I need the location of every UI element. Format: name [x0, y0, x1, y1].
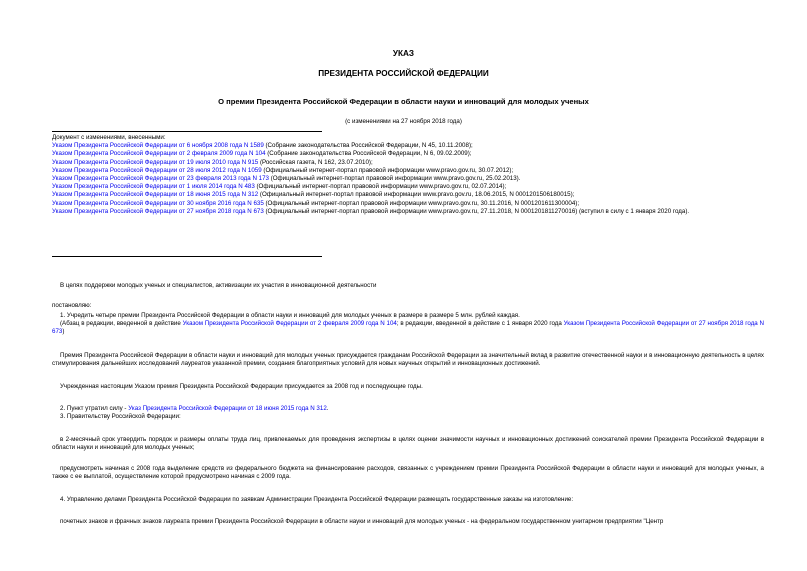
document-type-title: УКАЗ [392, 49, 415, 58]
changes-bottom-divider [52, 256, 322, 257]
change-link[interactable]: Указом Президента Российской Федерации от 23 февраля 2013 года N 173 [52, 175, 269, 183]
change-item: Указом Президента Российской Федерации от 23 февраля 2013 года N 173 (Официальный интернет-портал правовой информации www.pravo.gov.ru, 25.02.2013). [52, 175, 521, 183]
document-subject-title: О премии Президента Российской Федерации в области науки и инноваций для молодых ученых [218, 97, 589, 106]
change-item: Указом Президента Российской Федерации от 27 ноября 2018 года N 673 (Официальный интернет-портал правовой информации www.pravo.gov.ru, 27.11.2018, N 0001201811270016) (вступил в силу с 1 января 2020 года). [52, 207, 690, 215]
prize-period-paragraph: Учрежденная настоящим Указом премия Президента Российской Федерации присуждается за 2008 год и последующие годы. [60, 383, 423, 390]
changes-top-divider [52, 131, 322, 132]
change-link[interactable]: Указом Президента Российской Федерации от 19 июля 2010 года N 915 [52, 158, 259, 166]
change-item: Указом Президента Российской Федерации от 18 июня 2015 года N 312 (Официальный интернет-портал правовой информации www.pravo.gov.ru, 18.06.2015, N 0001201506180015); [52, 191, 575, 199]
change-link[interactable]: Указом Президента Российской Федерации от 2 февраля 2009 года N 104 [52, 150, 266, 158]
clause-3-item-1: в 2-месячный срок утвердить порядок и размеры оплаты труда лиц, привлекаемых для проведения экспертизы в целях оценки значимости научных и инновационных достижений соискателей премии Президента Российской Федерации в области науки и инноваций для молодых ученых; [52, 436, 764, 452]
changes-intro: Документ с изменениями, внесенными: [52, 134, 166, 141]
change-item: Указом Президента Российской Федерации от 6 ноября 2008 года N 1589 (Собрание законодательства Российской Федерации, N 45, 10.11.2008); [52, 142, 473, 150]
prize-description-paragraph: Премия Президента Российской Федерации в области науки и инноваций для молодых ученых присуждается гражданам Российской Федерации за значительный вклад в развитие отечественной науки и в инновационную деятельность в целях стимулирования дальнейших исследований лауреатов указанной премии, создания благоприятных условий для новых научных открытий и инновационных достижений. [52, 352, 764, 368]
change-link[interactable]: Указом Президента Российской Федерации от 6 ноября 2008 года N 1589 [52, 142, 264, 150]
edit-note-link-1[interactable]: Указом Президента Российской Федерации от 2 февраля 2009 года N 104 [182, 320, 397, 328]
preamble-paragraph: В целях поддержки молодых ученых и специалистов, активизации их участия в инновационной деятельности [60, 282, 377, 289]
clause-2: 2. Пункт утратил силу - Указ Президента Российской Федерации от 18 июня 2015 года N 312. 3. Правительству Российской Федерации: [52, 405, 764, 421]
repeal-link[interactable]: Указ Президента Российской Федерации от 18 июня 2015 года N 312 [128, 405, 327, 412]
changes-list [52, 134, 764, 216]
clause-3: 3. Правительству Российской Федерации: [60, 413, 181, 421]
clause-3-item-2: предусмотреть начиная с 2008 года выделение средств из федерального бюджета на финансирование расходов, связанных с учреждением премии Президента Российской Федерации в области науки и инноваций для молодых ученых, а также с ее выплатой, осуществление которой предусмотрено начиная с 2009 года. [52, 465, 764, 481]
clause-4: 4. Управлению делами Президента Российской Федерации по заявкам Администрации Президента Российской Федерации размещать государственные заказы на изготовление: [60, 496, 574, 503]
issuer-title: ПРЕЗИДЕНТА РОССИЙСКОЙ ФЕДЕРАЦИИ [318, 69, 489, 78]
change-link[interactable]: Указом Президента Российской Федерации от 18 июня 2015 года N 312 [52, 191, 259, 199]
revision-note: (с изменениями на 27 ноября 2018 года) [345, 118, 462, 125]
change-link[interactable]: Указом Президента Российской Федерации от 27 ноября 2018 года N 673 [52, 207, 264, 215]
change-link[interactable]: Указом Президента Российской Федерации от 1 июля 2014 года N 483 [52, 183, 255, 191]
decree-phrase: постановляю: [52, 302, 92, 309]
clause-4-item-1: почетных знаков и фрачных знаков лауреата премии Президента Российской Федерации в области науки и инноваций для молодых ученых - на федеральном государственном унитарном предприятии "Центр [60, 518, 664, 525]
change-item: Указом Президента Российской Федерации от 28 июля 2012 года N 1059 (Официальный интернет-портал правовой информации www.pravo.gov.ru, 30.07.2012); [52, 166, 514, 174]
clause-1: 1. Учредить четыре премии Президента Российской Федерации в области науки и инноваций для молодых ученых в размере в размере 5 млн. рублей каждая. (Абзац в редакции, введенной в действие Указом Президента Российской Федерации от 2 февраля 2009 года N 104; в редакции, введенной в действие с 1 января 2020 года Указом Президента Российской Федерации от 27 ноября 2018 года N 673) [52, 312, 764, 336]
change-item: Указом Президента Российской Федерации от 19 июля 2010 года N 915 (Российская газета, N 162, 23.07.2010); [52, 158, 373, 166]
change-link[interactable]: Указом Президента Российской Федерации от 30 ноября 2016 года N 635 [52, 199, 264, 207]
change-item: Указом Президента Российской Федерации от 2 февраля 2009 года N 104 (Собрание законодательства Российской Федерации, N 6, 09.02.2009); [52, 150, 472, 158]
change-item: Указом Президента Российской Федерации от 1 июля 2014 года N 483 (Официальный интернет-портал правовой информации www.pravo.gov.ru, 02.07.2014); [52, 183, 507, 191]
change-item: Указом Президента Российской Федерации от 30 ноября 2016 года N 635 (Официальный интернет-портал правовой информации www.pravo.gov.ru, 30.11.2016, N 0001201611300004); [52, 199, 580, 207]
clause-1-edit-note: (Абзац в редакции, введенной в действие Указом Президента Российской Федерации от 2 февраля 2009 года N 104; в редакции, введенной в действие с 1 января 2020 года Указом Президента Российской Федерации от 27 ноября 2018 года N 673) [52, 320, 764, 336]
edit-note-link-2[interactable]: Указом Президента Российской Федерации от 27 ноября 2018 года N 673 [52, 320, 764, 336]
change-link[interactable]: Указом Президента Российской Федерации от 28 июля 2012 года N 1059 [52, 166, 262, 174]
